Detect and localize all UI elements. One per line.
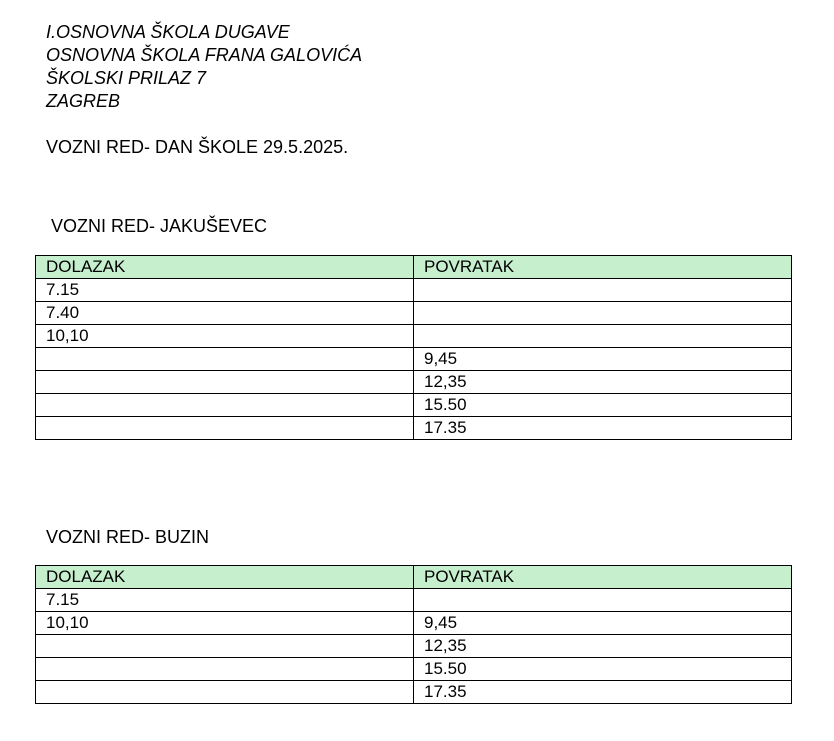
table-header-row	[36, 256, 792, 279]
table-row	[36, 394, 792, 417]
cell-dolazak	[36, 394, 414, 417]
table-row	[36, 589, 792, 612]
section-title-jakusevec: VOZNI RED- JAKUŠEVEC	[51, 216, 268, 236]
table-header-row	[36, 566, 792, 589]
cell-dolazak	[36, 681, 414, 704]
timetable-jakusevec	[35, 255, 792, 440]
cell-dolazak: 10,10	[36, 325, 414, 348]
table-row	[36, 348, 792, 371]
cell-dolazak	[36, 635, 414, 658]
cell-povratak: 15.50	[414, 658, 792, 681]
cell-dolazak	[36, 348, 414, 371]
column-header-povratak: POVRATAK	[414, 566, 792, 589]
cell-povratak: 15.50	[414, 394, 792, 417]
table-row	[36, 302, 792, 325]
cell-dolazak: 7.15	[36, 279, 414, 302]
column-header-povratak: POVRATAK	[414, 256, 792, 279]
table-row	[36, 658, 792, 681]
cell-povratak	[414, 325, 792, 348]
cell-povratak	[414, 279, 792, 302]
cell-dolazak: 10,10	[36, 612, 414, 635]
section-title-buzin: VOZNI RED- BUZIN	[46, 527, 210, 547]
table-row	[36, 325, 792, 348]
cell-dolazak: 7.15	[36, 589, 414, 612]
cell-dolazak: 7.40	[36, 302, 414, 325]
table-row	[36, 635, 792, 658]
cell-dolazak	[36, 417, 414, 440]
table-row	[36, 681, 792, 704]
cell-povratak	[414, 302, 792, 325]
timetable-buzin	[35, 565, 792, 704]
cell-povratak: 17.35	[414, 417, 792, 440]
cell-povratak: 9,45	[414, 612, 792, 635]
cell-dolazak	[36, 658, 414, 681]
table-row	[36, 612, 792, 635]
table-row	[36, 279, 792, 302]
cell-povratak: 12,35	[414, 635, 792, 658]
city: ZAGREB	[46, 91, 121, 111]
table-row	[36, 417, 792, 440]
table-row	[36, 371, 792, 394]
school-address-block	[46, 21, 362, 113]
cell-povratak: 12,35	[414, 371, 792, 394]
cell-dolazak	[36, 371, 414, 394]
column-header-dolazak: DOLAZAK	[36, 256, 414, 279]
school-name-line-2: OSNOVNA ŠKOLA FRANA GALOVIĆA	[46, 45, 363, 65]
document-title: VOZNI RED- DAN ŠKOLE 29.5.2025.	[46, 137, 349, 157]
cell-povratak	[414, 589, 792, 612]
street-address: ŠKOLSKI PRILAZ 7	[46, 68, 207, 88]
cell-povratak: 17.35	[414, 681, 792, 704]
school-name-line-1: I.OSNOVNA ŠKOLA DUGAVE	[46, 22, 290, 42]
column-header-dolazak: DOLAZAK	[36, 566, 414, 589]
cell-povratak: 9,45	[414, 348, 792, 371]
